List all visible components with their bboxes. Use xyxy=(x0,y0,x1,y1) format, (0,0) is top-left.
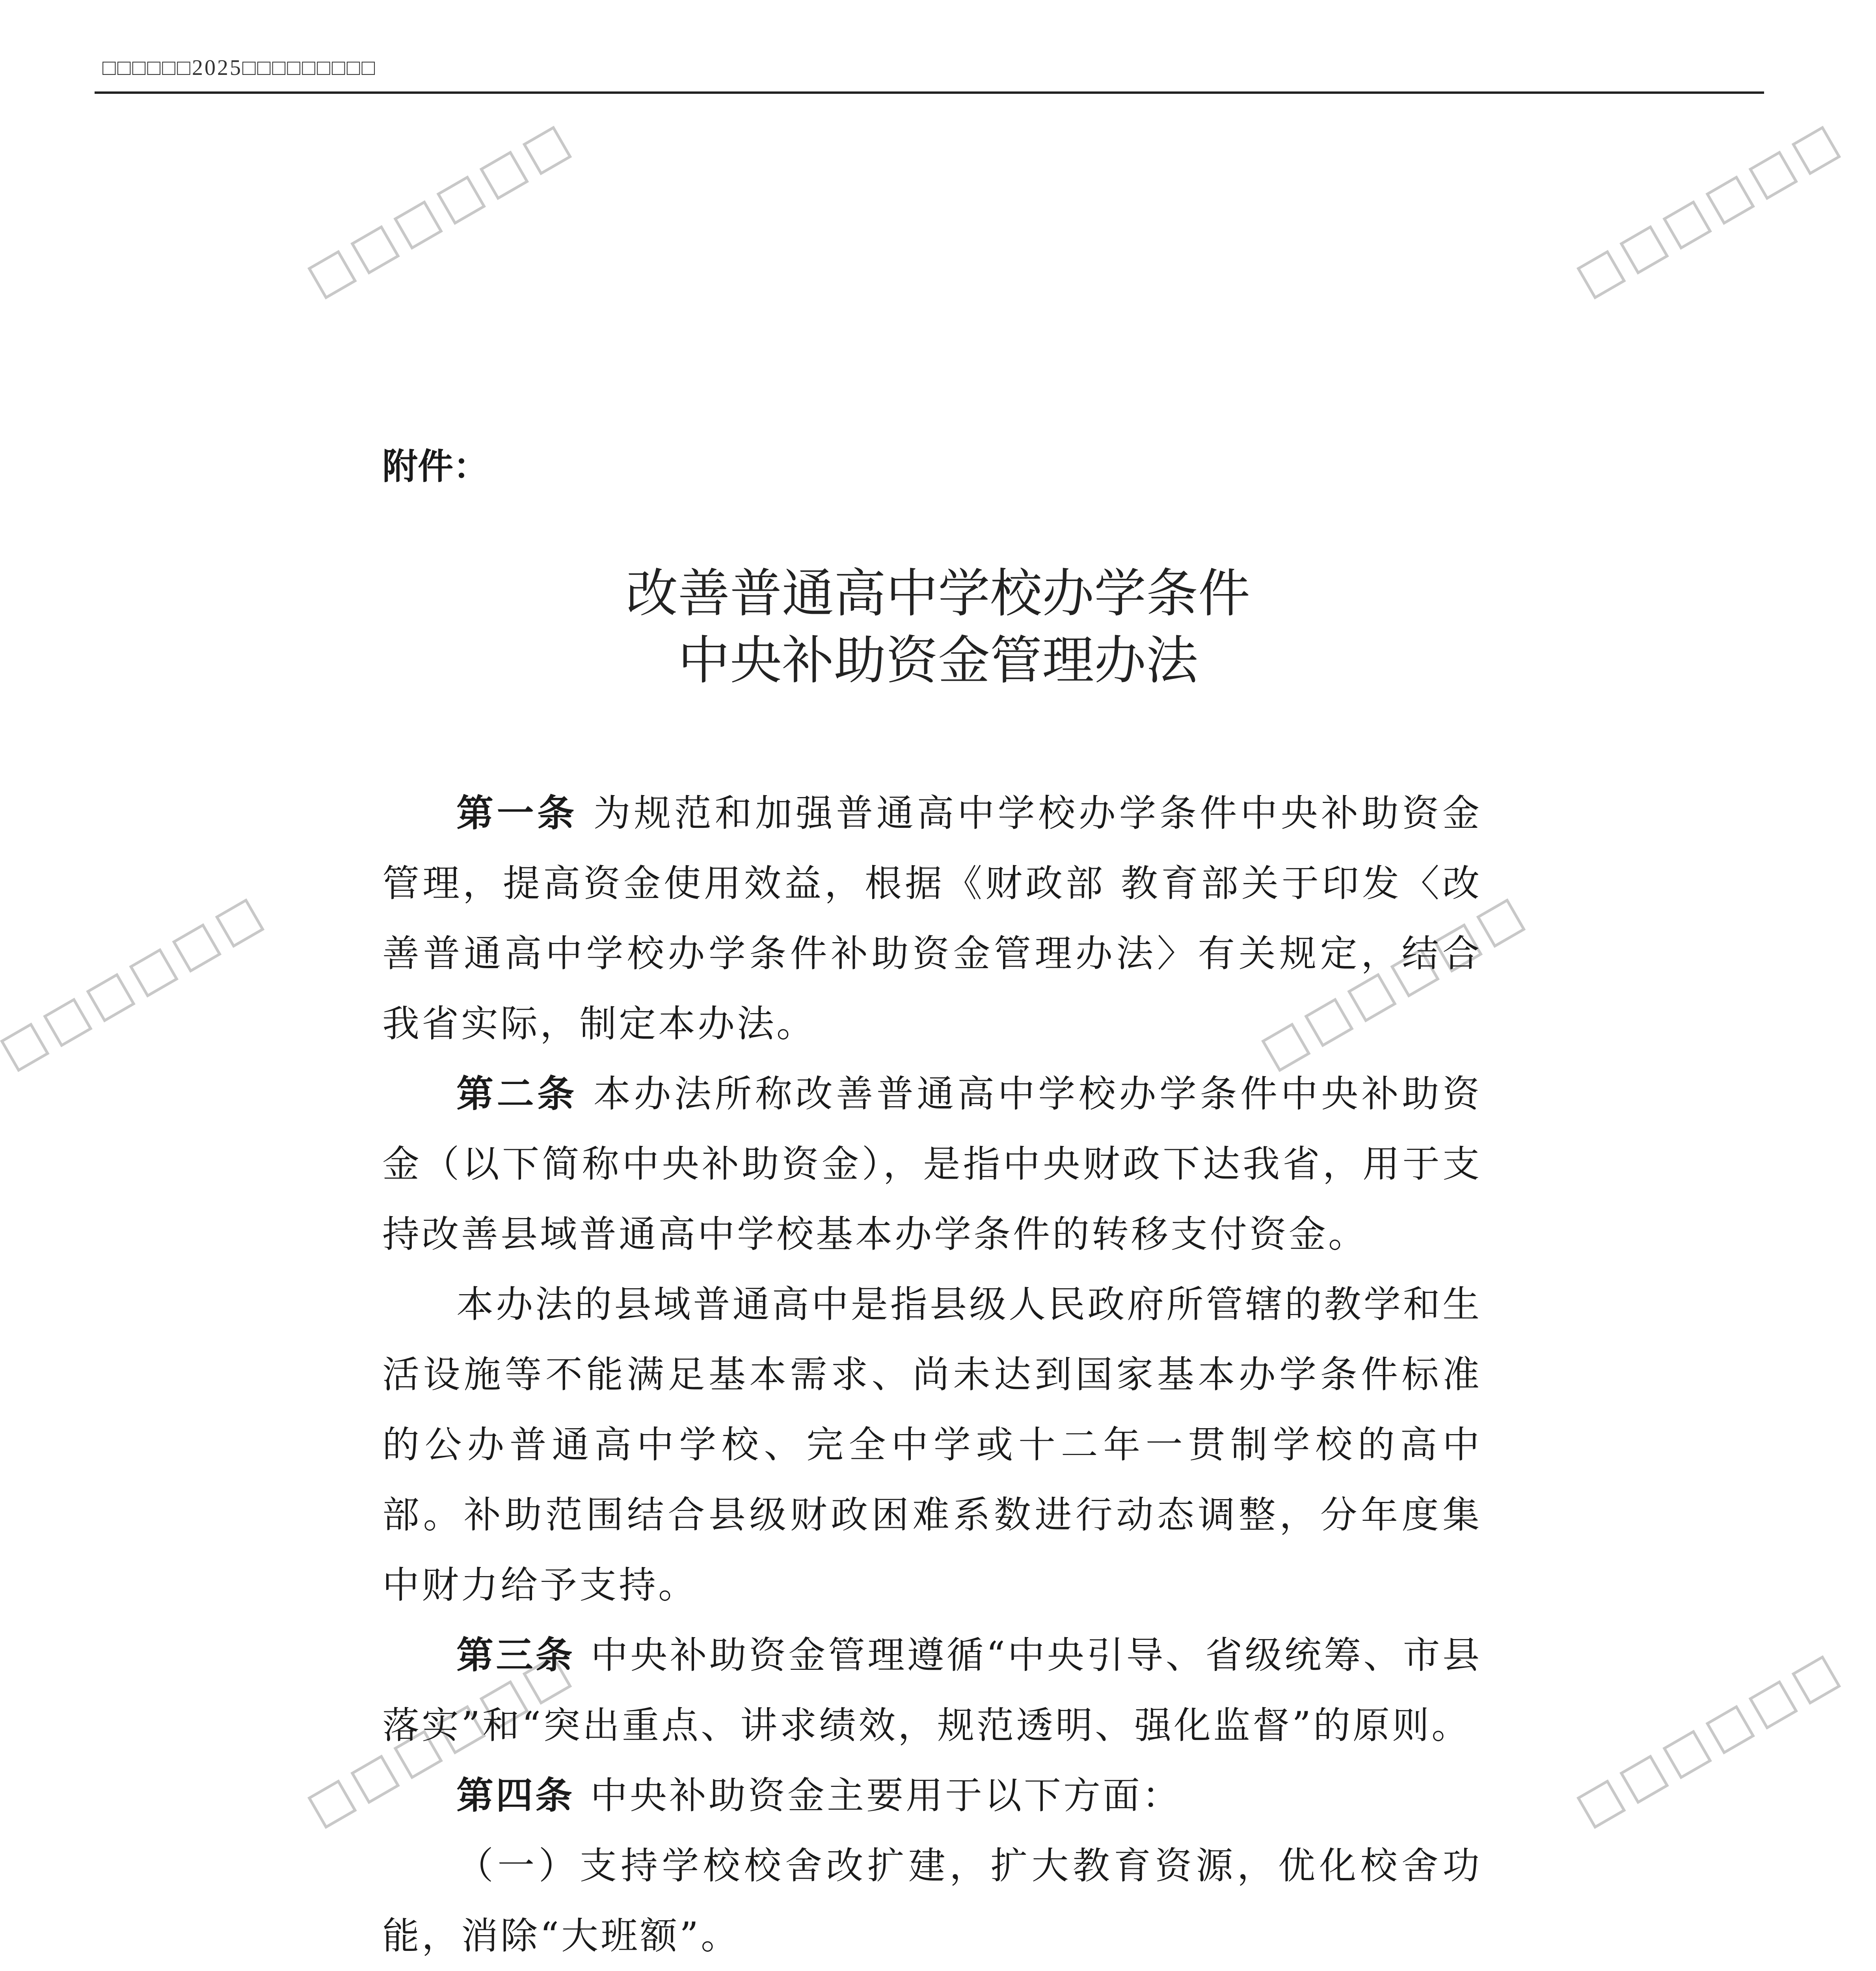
article-text: 为规范和加强普通高中学校办学条件中央补助资金管理，提高资金使用效益，根据《财政部 教育部关于印发〈改善普通高中学校办学条件补助资金管理办法〉有关规定，结合我省实际，制定本办法。 xyxy=(382,792,1482,1045)
attachment-label: 附件： xyxy=(382,446,489,487)
article-text: 中央补助资金主要用于以下方面： xyxy=(590,1774,1182,1817)
article-label: 第三条 xyxy=(456,1634,575,1677)
watermark-stamp xyxy=(0,898,264,1072)
watermark-stamp xyxy=(307,126,572,300)
watermark-stamp xyxy=(1576,126,1841,300)
article-text: 中央补助资金管理遵循“中央引导、省级统筹、市县落实”和“突出重点、讲求绩效，规范透明、强化监督”的原则。 xyxy=(382,1634,1482,1747)
article-label: 第一条 xyxy=(456,792,578,835)
watermark-stamp xyxy=(1576,1655,1841,1829)
paragraph-text: 本办法的县域普通高中是指县级人民政府所管辖的教学和生活设施等不能满足基本需求、尚未达到国家基本办学条件标准的公办普通高中学校、完全中学或十二年一贯制学校的高中部。补助范围结合县级财政困难系数进行动态调整，分年度集中财力给予支持。 xyxy=(382,1283,1482,1607)
article-4 xyxy=(382,1761,1482,1831)
article-1 xyxy=(382,779,1482,1059)
article-label: 第二条 xyxy=(456,1073,578,1116)
paragraph-text: （一）支持学校校舍改扩建，扩大教育资源，优化校舍功能，消除“大班额”。 xyxy=(382,1844,1482,1958)
document-title-line1: 改善普通高中学校办学条件 xyxy=(626,563,1250,624)
document-title-line2: 中央补助资金管理办法 xyxy=(678,630,1198,691)
article-2 xyxy=(382,1059,1482,1270)
paragraph xyxy=(382,1270,1482,1621)
header-rule xyxy=(95,91,1764,94)
article-3 xyxy=(382,1621,1482,1761)
article-text: 本办法所称改善普通高中学校办学条件中央补助资金（以下简称中央补助资金），是指中央财政下达我省，用于支持改善县域普通高中学校基本办学条件的转移支付资金。 xyxy=(382,1073,1482,1256)
document-body xyxy=(382,779,1482,1971)
article-label: 第四条 xyxy=(456,1774,575,1817)
running-header: □□□□□□2025□□□□□□□□□ xyxy=(102,56,377,80)
paragraph xyxy=(382,1831,1482,1971)
